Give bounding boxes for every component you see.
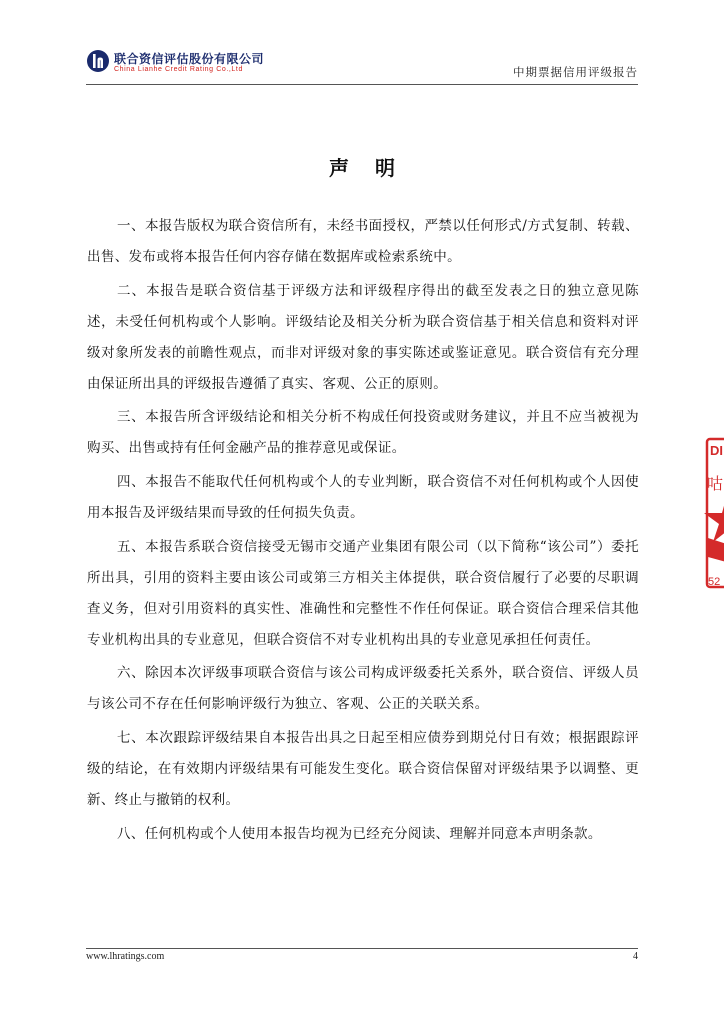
footer-url-link[interactable]: www.lhratings.com — [86, 951, 165, 962]
statement-body — [87, 211, 639, 852]
official-seal-stamp — [700, 433, 724, 593]
page-number: 4 — [633, 951, 638, 962]
page-header — [0, 0, 724, 90]
statement-paragraph: 三、本报告所含评级结论和相关分析不构成任何投资或财务建议，并且不应当被视为购买、出售或持有任何金融产品的推荐意见或保证。 — [87, 409, 639, 457]
statement-paragraph: 一、本报告版权为联合资信所有，未经书面授权，严禁以任何形式/方式复制、转载、出售、发布或将本报告任何内容存储在数据库或检索系统中。 — [87, 218, 639, 266]
statement-paragraph: 七、本次跟踪评级结果自本报告出具之日起至相应债券到期兑付日有效；根据跟踪评级的结论，在有效期内评级结果有可能发生变化。联合资信保留对评级结果予以调整、更新、终止与撤销的权利。 — [87, 729, 639, 809]
svg-text:DI: DI — [710, 443, 723, 458]
seal-icon — [700, 433, 724, 593]
svg-text:52: 52 — [708, 576, 721, 588]
statement-paragraph: 六、除因本次评级事项联合资信与该公司构成评级委托关系外，联合资信、评级人员与该公司不存在任何影响评级行为独立、客观、公正的关联关系。 — [87, 665, 639, 713]
statement-paragraph: 五、本报告系联合资信接受无锡市交通产业集团有限公司（以下简称“该公司”）委托所出具，引用的资料主要由该公司或第三方相关主体提供，联合资信履行了必要的尽职调查义务，但对引用资料的真实性、准确性和完整性不作任何保证。联合资信合理采信其他专业机构出具的专业意见，但联合资信不对专业机构出具的专业意见承担任何责任。 — [87, 538, 639, 648]
statement-paragraph: 四、本报告不能取代任何机构或个人的专业判断，联合资信不对任何机构或个人因使用本报告及评级结果而导致的任何损失负责。 — [87, 473, 639, 522]
svg-text:咕: 咕 — [707, 474, 724, 493]
company-logo-icon — [86, 49, 110, 73]
page-title: 声明 — [329, 156, 421, 180]
company-name-cn: 联合资信评估股份有限公司 — [114, 52, 265, 66]
report-type: 中期票据信用评级报告 — [513, 65, 638, 79]
statement-paragraph: 八、任何机构或个人使用本报告均视为已经充分阅读、理解并同意本声明条款。 — [117, 825, 602, 842]
footer-divider — [86, 948, 638, 949]
company-name-en: China Lianhe Credit Rating Co.,Ltd — [114, 66, 243, 73]
header-divider — [86, 84, 638, 85]
statement-paragraph: 二、本报告是联合资信基于评级方法和评级程序得出的截至发表之日的独立意见陈述，未受任何机构或个人影响。评级结论及相关分析为联合资信基于相关信息和资料对评级对象所发表的前瞻性观点，而非对评级对象的事实陈述或鉴证意见。联合资信有充分理由保证所出具的评级报告遵循了真实、客观、公正的原则。 — [87, 282, 639, 392]
